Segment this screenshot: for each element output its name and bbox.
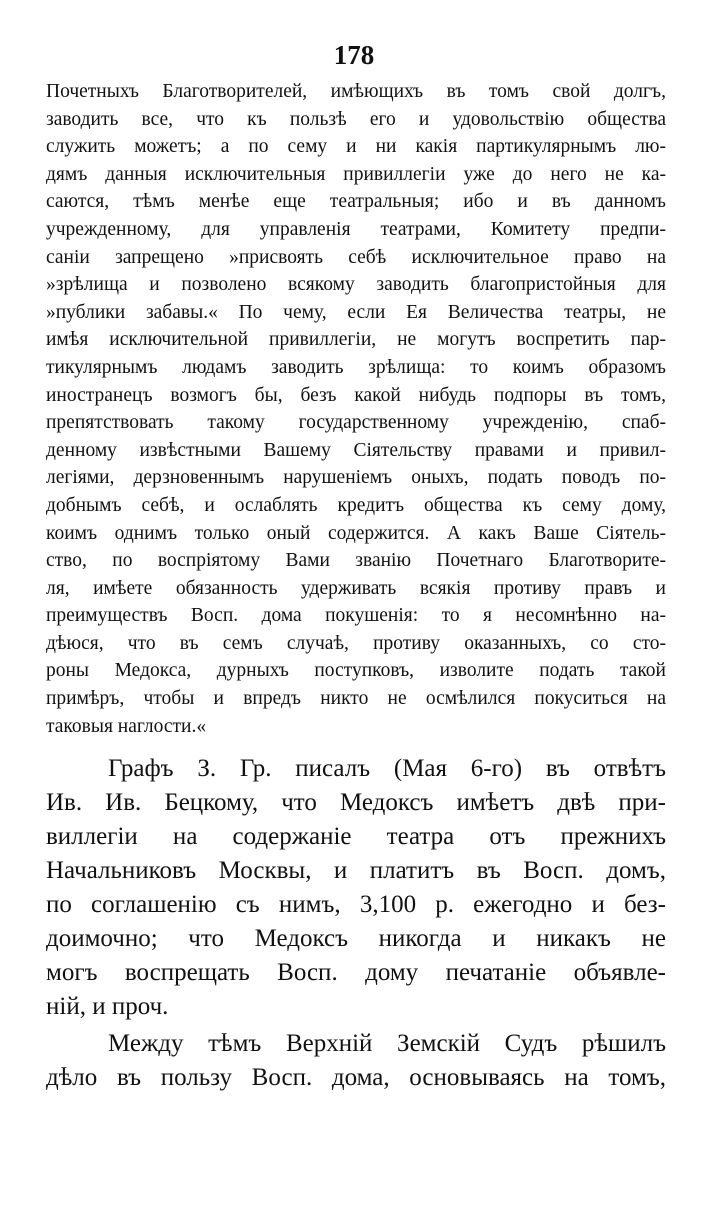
text-line: иностранецъ возмогъ бы, безъ какой нибудь подпоры въ томъ,: [46, 384, 666, 406]
text-line: учрежденному, для управленія театрами, Комитету предпи-: [46, 218, 666, 240]
text-line: саніи запрещено »присвоять себѣ исключительное право на: [46, 246, 666, 268]
text-line: Ив. Ив. Бецкому, что Медоксъ имѣетъ двѣ при-: [46, 789, 666, 816]
text-line: легіями, дерзновеннымъ нарушеніемъ оныхъ, подать поводъ по-: [46, 467, 666, 489]
text-line: добнымъ себѣ, и ослаблять кредитъ общества къ сему дому,: [46, 494, 666, 516]
text-line: препятствовать такому государственному учрежденію, спаб-: [46, 412, 666, 434]
text-line: по соглашенію съ нимъ, 3,100 р. ежегодно и без-: [46, 891, 666, 918]
text-line: служить можетъ; а по сему и ни какія партикулярнымъ лю-: [46, 136, 666, 158]
text-line: примѣръ, чтобы и впредъ никто не осмѣлился покуситься на: [46, 688, 666, 710]
text-line: преимуществъ Восп. дома покушенія: то я несомнѣнно на-: [46, 605, 666, 627]
paragraph-reply: [46, 752, 666, 1024]
text-line: Между тѣмъ Верхній Земскій Судъ рѣшилъ: [108, 1030, 666, 1057]
text-line: дѣюся, что въ семъ случаѣ, противу оказанныхъ, со сто-: [46, 632, 666, 654]
text-line: ній, и проч.: [46, 993, 169, 1020]
text-line: саются, тѣмъ менѣе еще театральныя; ибо и въ данномъ: [46, 191, 666, 213]
text-line: ство, по воспріятому Вами званію Почетнаго Благотворите-: [46, 550, 666, 572]
text-line: тикулярнымъ людамъ заводить зрѣлища: то коимъ образомъ: [46, 356, 666, 378]
text-line: коимъ однимъ только оный содержится. А какъ Ваше Сіятель-: [46, 522, 666, 544]
text-line: денному извѣстными Вашему Сіятельству правами и привил-: [46, 439, 666, 461]
text-line: заводить все, что къ пользѣ его и удовольствію общества: [46, 108, 666, 130]
page-number: 178: [333, 40, 375, 70]
paragraph-court-decision: [46, 1027, 666, 1095]
text-line: Почетныхъ Благотворителей, имѣющихъ въ томъ свой долгъ,: [46, 81, 666, 102]
text-line: Графъ З. Гр. писалъ (Мая 6-го) въ отвѣтъ: [108, 755, 666, 782]
text-line: роны Медокса, дурныхъ поступковъ, изволите подать такой: [46, 660, 666, 682]
quoted-letter-text: [46, 78, 666, 740]
text-line: виллегіи на содержаніе театра отъ прежнихъ: [46, 823, 666, 850]
text-line: имѣя исключительной привиллегіи, не могутъ воспретить пар-: [46, 329, 666, 351]
text-line: »зрѣлища и позволено всякому заводить благопристойныя для: [46, 274, 666, 296]
text-line: Начальниковъ Москвы, и платитъ въ Восп. домъ,: [46, 857, 666, 884]
text-line: ля, имѣете обязанность удерживать всякія противу правъ и: [46, 577, 666, 599]
text-line: таковыя наглости.«: [46, 715, 207, 737]
text-line: доимочно; что Медоксъ никогда и никакъ не: [46, 925, 666, 952]
text-line: дѣло въ пользу Восп. дома, основываясь на томъ,: [46, 1064, 666, 1091]
text-line: »публики забавы.« По чему, если Ея Величества театры, не: [46, 301, 666, 323]
text-line: дямъ данныя исключительныя привиллегіи уже до него не ка-: [46, 163, 666, 185]
text-line: могъ воспрещать Восп. дому печатаніе объявле-: [46, 959, 666, 986]
